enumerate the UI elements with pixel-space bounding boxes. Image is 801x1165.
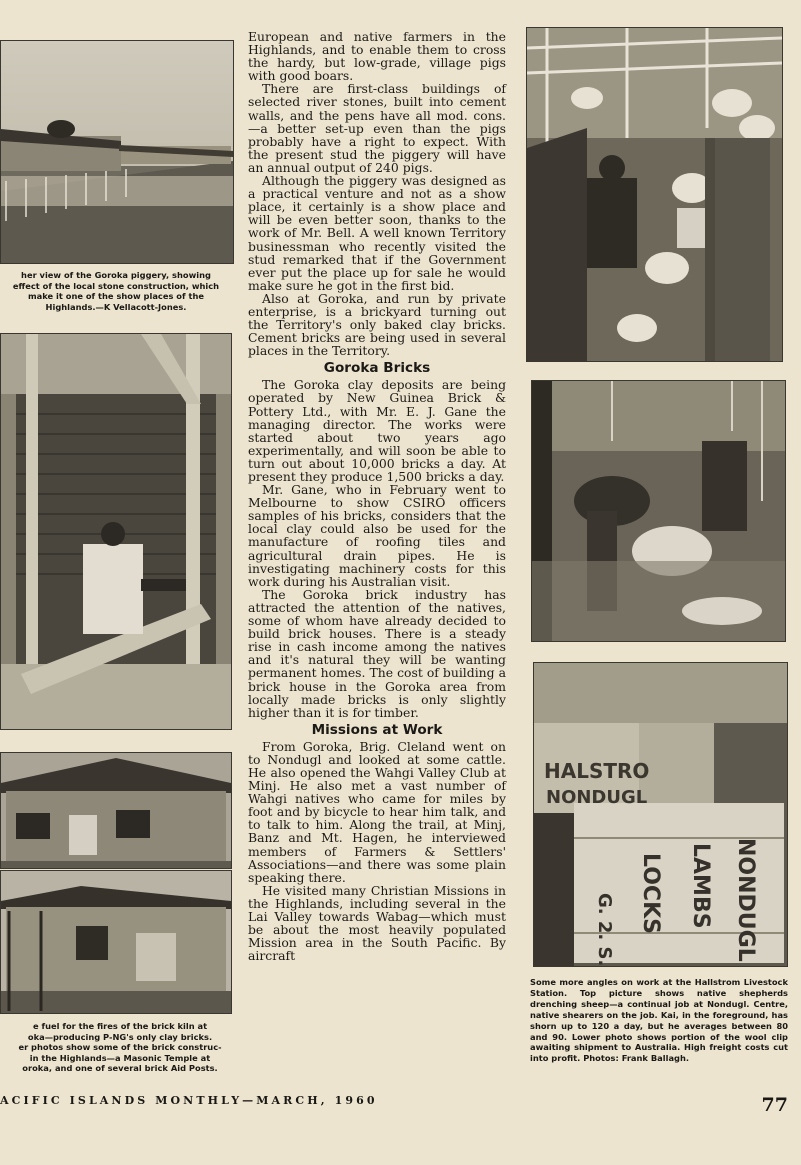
wool-bale-text: LOCKS [638,853,663,934]
article-paragraph: Also at Goroka, and run by private enterprise, is a brickyard turning out the Territory's only baked clay bricks. Cement bricks are being used in several places in the Territory. [248,290,506,359]
article-paragraph: He visited many Christian Missions in the Highlands, including several in the Lai Valley towards Wabag—which must be about the most heavily populated Mission area in the South Pacific. By aircraft [248,882,506,964]
article-paragraph: Although the piggery was designed as a practical venture and not as a show place, it certainly is a show place and will be even better soon, thanks to the work of Mr. Bell. A well known Territory businessman who recently visited the stud remarked that if the Government ever put the place up for sale he would make sure he got in the first bid. [248,173,506,293]
piggery-caption-line: effect of the local stone construction, which [12,280,220,291]
brick-kiln-photo [0,333,232,730]
shearers-photo [531,380,786,642]
wool-bale-text: HALSTRO [544,759,650,783]
running-footer: ACIFIC ISLANDS MONTHLY—MARCH, 1960 [0,1094,378,1107]
piggery-caption-line: Highlands.—K Vellacott-Jones. [45,301,187,312]
sheep-drenching-photo [526,27,783,362]
article-paragraph: European and native farmers in the Highlands, and to enable them to cross the hardy, but low-grade, village pigs with good boars. [248,29,506,84]
wool-bale-text: NONDUGL [546,787,648,808]
wool-bale-text: NONDUGL [733,838,758,962]
article-column [248,30,506,962]
wool-bale-text: G. 2. S. [594,893,615,966]
hallstrom-caption: Some more angles on work at the Hallstrom Livestock Station. Top picture shows native shepherds drenching sheep—a continual job at Nondugl. Centre, native shearers on the job. Kai, in the foreground, has shorn up to 120 a day, but he averages between 80 and 90. Lower photo shows portion of the wool clip awaiting shipment to Australia. High freight costs cut into profit. Photos: Frank Ballagh. [530,977,788,1064]
page-number: 77 [761,1094,788,1116]
article-paragraph: Mr. Gane, who in February went to Melbourne to show CSIRO officers samples of his bricks, considers that the local clay could also be used for the manufacture of roofing tiles and agricultural drain pipes. He is investigating machinery costs for this work during his Australian visit. [248,482,506,589]
bricks-caption-line: e fuel for the fires of the brick kiln at [32,1021,208,1031]
piggery-caption-line: make it one of the show places of the [27,291,204,302]
wool-bales-photo [533,662,788,967]
section-heading-goroka-bricks: Goroka Bricks [323,360,431,377]
bricks-caption [0,1021,240,1074]
brick-aid-post-photo [0,870,232,1014]
bricks-caption-line: oka—producing P-NG's only clay bricks. [27,1031,213,1042]
article-paragraph: There are first-class buildings of selected river stones, built into cement walls, and the pens have all mod. cons.—a better set-up even than the pigs probably have a right to expect. With the present stud the piggery will have an annual output of 240 pigs. [248,81,506,175]
wool-bale-text: LAMBS [688,843,713,929]
bricks-caption-line: in the Highlands—a Masonic Temple at [29,1052,211,1063]
masonic-temple-photo [0,752,232,869]
piggery-photo [0,40,234,264]
bricks-caption-line: er photos show some of the brick construc- [18,1042,222,1053]
article-paragraph: The Goroka clay deposits are being operated by New Guinea Brick & Pottery Ltd., with Mr. E. J. Gane the managing director. The works were started about two years ago experimentally, and will soon be able to turn out about 10,000 bricks a day. At present they produce 1,500 bricks a day. [248,377,506,484]
article-paragraph: The Goroka brick industry has attracted the attention of the natives, some of whom have already decided to build brick houses. There is a steady rise in cash income among the natives and it's natural they will be wanting permanent homes. The cost of building a brick house in the Goroka area from locally made bricks is only slightly higher than it is for timber. [248,586,506,720]
section-heading-missions-at-work: Missions at Work [311,721,443,738]
piggery-caption [0,270,232,312]
article-paragraph: From Goroka, Brig. Cleland went on to Nondugl and looked at some cattle. He also opened the Wahgi Valley Club at Minj. He also met a vast number of Wahgi natives who came for miles by foot and by bicycle to hear him talk, and to talk to him. Along the trail, at Minj, Banz and Mt. Hagen, he interviewed members of Farmers & Settlers' Associations—and there was some plain speaking there. [248,738,506,885]
piggery-caption-line: her view of the Goroka piggery, showing [21,270,211,280]
bricks-caption-line: oroka, and one of several brick Aid Posts. [22,1063,218,1074]
